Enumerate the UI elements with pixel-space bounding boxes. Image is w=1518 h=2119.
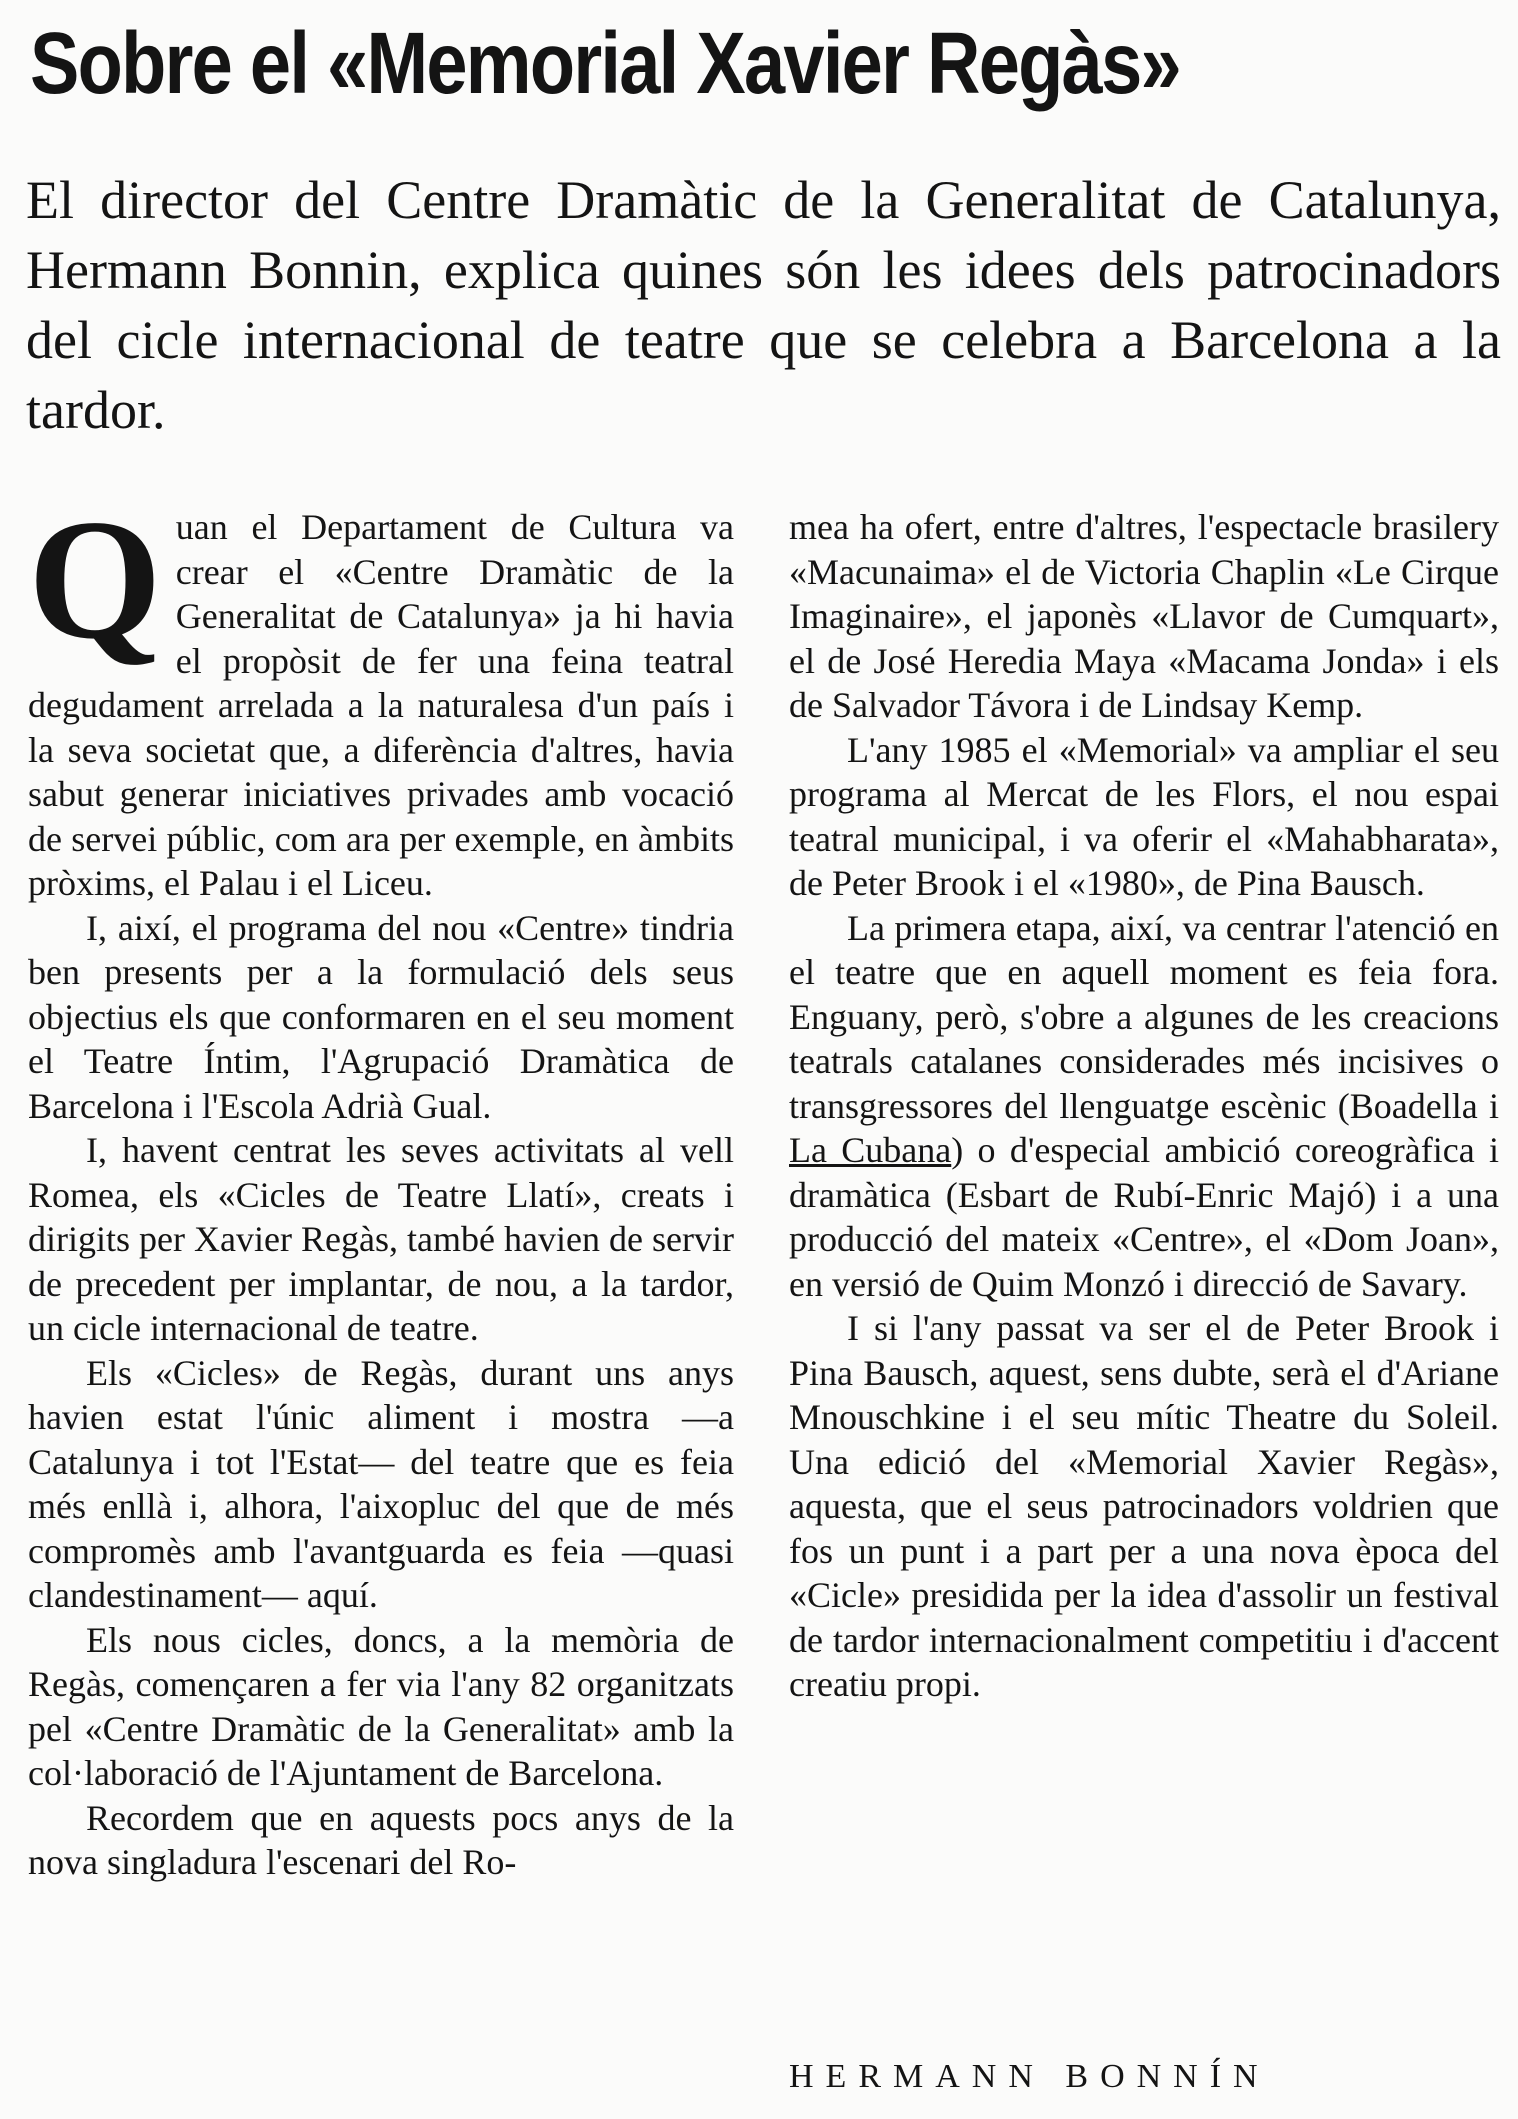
paragraph-1: [28, 485, 734, 906]
paragraph-6-continued: mea ha ofert, entre d'altres, l'espectacle brasilery «Macunaima» el de Victoria Chaplin «Le Cirque Imaginaire», el japonès «Llavor de Cumquart», el de José Heredia Maya «Macama Jonda» i els de Salvador Távora i de Lindsay Kemp.: [789, 507, 1499, 725]
standfirst: El director del Centre Dramàtic de la Generalitat de Catalunya, Hermann Bonnin, explica quines són les idees dels patrocinadors del cicle internacional de teatre que se celebra a Barcelona a la tardor.: [26, 170, 1501, 440]
paragraph-9: I si l'any passat va ser el de Peter Brook i Pina Bausch, aquest, sens dubte, serà el d'Ariane Mnouschkine i el seu mític Theatre du Soleil. Una edició del «Memorial Xavier Regàs», aquesta, que el seus patrocinadors voldrien que fos un punt i a part per a una nova època del «Cicle» presidida per la idea d'assolir un festival de tardor internacionalment competitiu i d'accent creatiu propi.: [789, 1308, 1499, 1704]
paragraph-3: I, havent centrat les seves activitats al vell Romea, els «Cicles de Teatre Llatí», creats i dirigits per Xavier Regàs, també havien de servir de precedent per implantar, de nou, a la tardor, un cicle internacional de teatre.: [28, 1130, 734, 1348]
paragraph-5: Els nous cicles, doncs, a la memòria de Regàs, començaren a fer via l'any 82 organitzats pel «Centre Dramàtic de la Generalitat» amb la col·laboració de l'Ajuntament de Barcelona.: [28, 1619, 734, 1793]
paragraph-6: Recordem que en aquests pocs anys de la nova singladura l'escenari del Ro-: [28, 1797, 734, 1882]
underlined-name: La Cubana: [789, 1130, 952, 1170]
paragraph-2: I, així, el programa del nou «Centre» tindria ben presents per a la formulació dels seus objectius els que conformaren en el seu moment el Teatre Íntim, l'Agrupació Dramàtica de Barcelona i l'Escola Adrià Gual.: [28, 907, 734, 1126]
paragraph-8: La primera etapa, així, va centrar l'atenció en el teatre que en aquell moment es feia fora. Enguany, però, s'obre a algunes de les creacions teatrals catalanes considerades més incisives o transgressores del llenguatge escènic (Boadella i La Cubana) o d'especial ambició coreogràfica i dramàtica (Esbart de Rubí-Enric Majó) i a una producció del mateix «Centre», el «Dom Joan», en versió de Quim Monzó i direcció de Savary.: [789, 907, 1499, 1304]
article-column-right: [789, 505, 1499, 1707]
drop-cap: Q: [28, 485, 162, 675]
article-column-left: [28, 485, 734, 1885]
headline: Sobre el «Memorial Xavier Regàs»: [30, 15, 1180, 112]
paragraph-1-text: uan el Departament de Cultura va crear el «Centre Dramàtic de la Generalitat de Catalunya» ja hi havia el propòsit de fer una feina teatral degudament arrelada a la naturalesa d'un país i la seva societat que, a diferència d'altres, havia sabut generar iniciatives privades amb vocació de servei públic, com ara per exemple, en àmbits pròxims, el Palau i el Liceu.: [28, 507, 734, 903]
byline: HERMANN BONNÍN: [789, 2058, 1270, 2095]
paragraph-4: Els «Cicles» de Regàs, durant uns anys havien estat l'únic aliment i mostra —a Catalunya i tot l'Estat— del teatre que es feia més enllà i, alhora, l'aixopluc del que de més compromès amb l'avantguarda es feia —quasi clandestinament— aquí.: [28, 1352, 734, 1615]
paragraph-7: L'any 1985 el «Memorial» va ampliar el seu programa al Mercat de les Flors, el nou espai teatral municipal, i va oferir el «Mahabharata», de Peter Brook i el «1980», de Pina Bausch.: [789, 729, 1499, 903]
